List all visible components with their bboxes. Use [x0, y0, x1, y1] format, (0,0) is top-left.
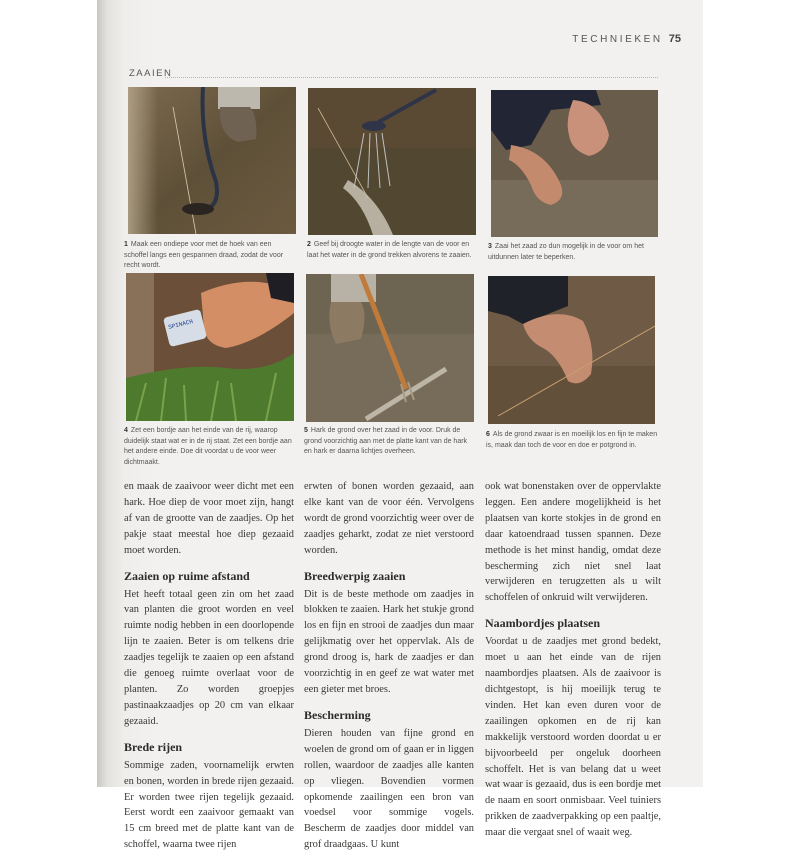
caption-step-4 [124, 426, 296, 468]
paragraph: Sommige zaden, voornamelijk erwten en bonen, worden in brede rijen gezaaid. Er worden twee rijen tegelijk gezaaid. Eerst wordt een zaaivoor gemaakt van 15 cm breed met de platte kant van de schoffel, waarna twee rijen [124, 759, 294, 851]
caption-step-1 [124, 240, 296, 272]
photo-step-4 [126, 273, 294, 421]
caption-text: Hark de grond over het zaad in de voor. Druk de grond voorzichtig aan met de platte kant van de hark en hark er daarna lichtjes overheen. [304, 427, 468, 455]
step-number: 3 [488, 243, 492, 250]
caption-step-2 [307, 240, 479, 261]
subheading-bescherming: Bescherming [304, 707, 371, 722]
plant-label-photo-icon [126, 273, 294, 421]
paragraph: Voordat u de zaadjes met grond bedekt, moet u aan het einde van de rijen naambordjes plaatsen. Als de zaaivoor is dichtgestopt, is hij moeilijk terug te vinden. Het kan even duren voor de zaailingen opkomen en de rij kan makkelijk verstoord worden doordat u er bijvoorbeeld per ongeluk doorheen schoffelt. Het is van belang dat u weet wat waar is gezaaid, dus is een bordje met de naam en soort onmisbaar. Veel tuiniers prikken de zaadverpakking op een paaltje, maar die vergaat snel of waait weg. [485, 636, 661, 839]
step-number: 1 [124, 241, 128, 248]
section-label: ZAAIEN [129, 68, 173, 79]
hand-sowing-string-photo-icon [488, 276, 655, 424]
hands-sowing-photo-icon [491, 90, 658, 237]
paragraph: Het heeft totaal geen zin om het zaad van planten die groot worden en veel ruimte nodig hebben in een doorlopende lijn te zaaien. Beter is om telkens drie zaadjes tegelijk te zaaien op een afstand die genoeg ruimte overlaat voor de planten. Zo worden groepjes pastinaakzaadjes op 20 cm van elkaar gezaaid. [124, 588, 294, 727]
paragraph: Dit is de beste methode om zaadjes in blokken te zaaien. Hark het stukje grond los en fijn en strooi de zaadjes dun maar gelijkmatig over het oppervlak. Als de grond droog is, hark de zaadjes er dan voorzichtig in en geef ze wat water met een gieter met broes. [304, 588, 474, 695]
photo-step-1 [128, 87, 296, 234]
caption-step-5 [304, 426, 476, 458]
book-page [97, 0, 703, 851]
caption-text: Geef bij droogte water in de lengte van de voor en laat het water in de grond trekken alvorens te zaaien. [307, 241, 472, 259]
subheading-naambordjes-plaatsen: Naambordjes plaatsen [485, 616, 601, 631]
section-divider [165, 77, 658, 78]
photo-step-6 [488, 276, 655, 424]
plant-label-text: SPINACH [167, 318, 194, 331]
caption-text: Zaai het zaad zo dun mogelijk in de voor om het uitdunnen later te beperken. [488, 243, 644, 261]
photo-step-5 [306, 274, 474, 422]
caption-text: Zet een bordje aan het einde van de rij, waarop duidelijk staat wat er in de rij staat. Zet een bordje aan het andere einde. Doe dit voordat u de voor weer dichtmaakt. [124, 427, 292, 466]
paragraph: en maak de zaaivoor weer dicht met een hark. Hoe diep de voor moet zijn, hangt af van de grootte van de zaadjes. Op het pakje staat meestal hoe diep gezaaid moet worden. [124, 481, 294, 556]
step-number: 2 [307, 241, 311, 248]
subheading-zaaien-op-ruime-afstand: Zaaien op ruime afstand [124, 568, 250, 583]
caption-text: Als de grond zwaar is en moeilijk los en fijn te maken is, maak dan toch de voor en doe er potgrond in. [486, 431, 658, 449]
paragraph: Dieren houden van fijne grond en woelen de grond om of gaan er in liggen rollen, waardoor de zaadjes alle kanten op vliegen. Bovendien vormen opkomende zaailingen een bron van voedsel voor sommige vogels. Bescherm de zaadjes door middel van grof draadgaas. U kunt [304, 727, 474, 851]
hoe-photo-icon [128, 87, 296, 234]
watering-can-photo-icon [308, 88, 476, 235]
step-number: 5 [304, 427, 308, 434]
text-column-1 [124, 479, 294, 853]
step-number: 6 [486, 431, 490, 438]
text-column-3 [485, 479, 661, 841]
caption-step-3 [488, 242, 660, 263]
rake-photo-icon [306, 274, 474, 422]
running-title: TECHNIEKEN [572, 34, 663, 45]
caption-step-6 [486, 430, 658, 451]
subheading-brede-rijen: Brede rijen [124, 739, 183, 754]
caption-text: Maak een ondiepe voor met de hoek van een schoffel langs een gespannen draad, zodat de voor recht wordt. [124, 241, 284, 269]
paragraph: erwten of bonen worden gezaaid, aan elke kant van de voor één. Vervolgens wordt de grond voorzichtig weer over de zaadjes geharkt, zodat ze niet verstoord worden. [304, 481, 474, 556]
photo-step-3 [491, 90, 658, 237]
running-head [572, 33, 681, 45]
subheading-breedwerpig-zaaien: Breedwerpig zaaien [304, 568, 406, 583]
photo-step-2 [308, 88, 476, 235]
step-number: 4 [124, 427, 128, 434]
page-number: 75 [668, 33, 681, 45]
paragraph: ook wat bonenstaken over de oppervlakte leggen. Een andere mogelijkheid is het plaatsen van korte stokjes in de grond en daar katoendraad tussen spannen. Deze methode is het minst handig, omdat deze bescherming zich niet snel laat verwijderen en terugzetten als u wilt schoffelen of onkruid wilt verwijderen. [485, 481, 661, 604]
text-column-2 [304, 479, 474, 853]
